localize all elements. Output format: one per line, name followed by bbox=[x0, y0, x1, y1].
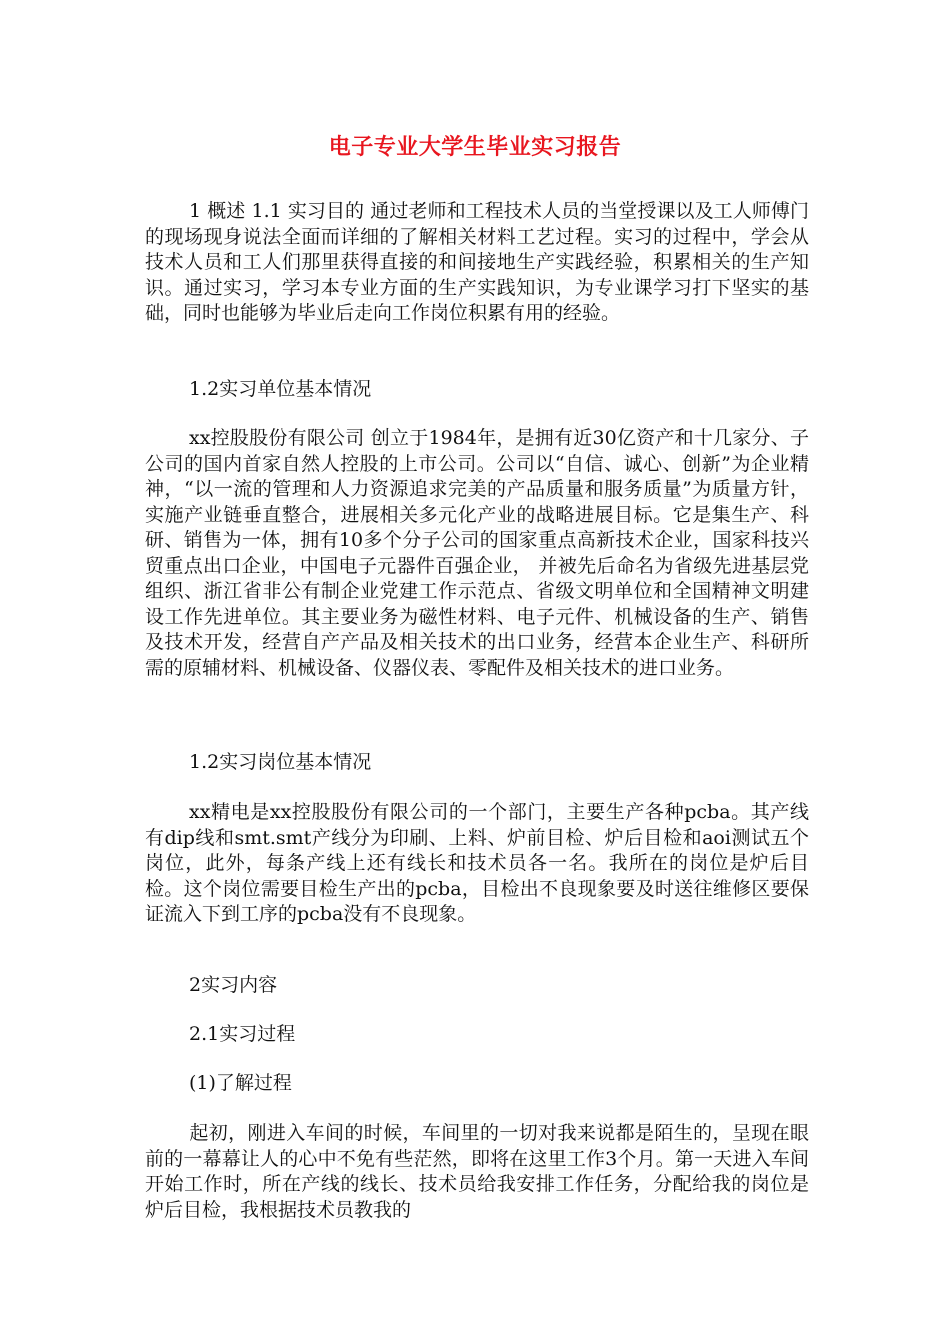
paragraph-position-text: xx精电是xx控股股份有限公司的一个部门，主要生产各种pcba。其产线有dip线和smt.smt产线分为印刷、上料、炉前目检、炉后目检和aoi测试五个岗位，此外，每条产线上还有线长和技术员各一名。我所在的岗位是炉后目检。这个岗位需要目检生产出的pcba，目检出不良现象要及时送往维修区要保证流入下到工序的pcba没有不良现象。 bbox=[145, 801, 809, 925]
paragraph-company bbox=[145, 426, 809, 681]
paragraph-overview-text: 1 概述 1.1 实习目的 通过老师和工程技术人员的当堂授课以及工人师傅门的现场现身说法全面而详细的了解相关材料工艺过程。实习的过程中，学会从技术人员和工人们那里获得直接的和间接地生产实践经验，积累相关的生产知识。通过实习，学习本专业方面的生产实践知识，为专业课学习打下坚实的基础，同时也能够为毕业后走向工作岗位积累有用的经验。 bbox=[145, 200, 809, 324]
heading-internship-process: 2.1实习过程 bbox=[189, 1023, 296, 1045]
heading-internship-content: 2实习内容 bbox=[189, 974, 278, 996]
paragraph-process bbox=[145, 1121, 809, 1223]
document-title: 电子专业大学生毕业实习报告 bbox=[328, 135, 622, 160]
heading-company-info: 1.2实习单位基本情况 bbox=[189, 378, 372, 400]
paragraph-overview bbox=[145, 199, 809, 327]
paragraph-process-text: 起初，刚进入车间的时候，车间里的一切对我来说都是陌生的，呈现在眼前的一幕幕让人的心中不免有些茫然，即将在这里工作3个月。第一天进入车间开始工作时，所在产线的线长、技术员给我安排工作任务，分配给我的岗位是炉后目检，我根据技术员教我的 bbox=[145, 1122, 809, 1221]
paragraph-position bbox=[145, 800, 809, 928]
heading-position-info: 1.2实习岗位基本情况 bbox=[189, 751, 372, 773]
paragraph-company-text: xx控股股份有限公司 创立于1984年，是拥有近30亿资产和十几家分、子公司的国内首家自然人控股的上市公司。公司以“自信、诚心、创新”为企业精神，“以一流的管理和人力资源追求完美的产品质量和服务质量”为质量方针，实施产业链垂直整合，进展相关多元化产业的战略进展目标。它是集生产、科研、销售为一体，拥有10多个分子公司的国家重点高新技术企业，国家科技兴贸重点出口企业，中国电子元器件百强企业， 并被先后命名为省级先进基层党组织、浙江省非公有制企业党建工作示范点、省级文明单位和全国精神文明建设工作先进单位。其主要业务为磁性材料、电子元件、机械设备的生产、销售及技术开发，经营自产产品及相关技术的出口业务，经营本企业生产、科研所需的原辅材料、机械设备、仪器仪表、零配件及相关技术的进口业务。 bbox=[145, 427, 809, 679]
heading-understanding-process: (1)了解过程 bbox=[189, 1072, 292, 1094]
